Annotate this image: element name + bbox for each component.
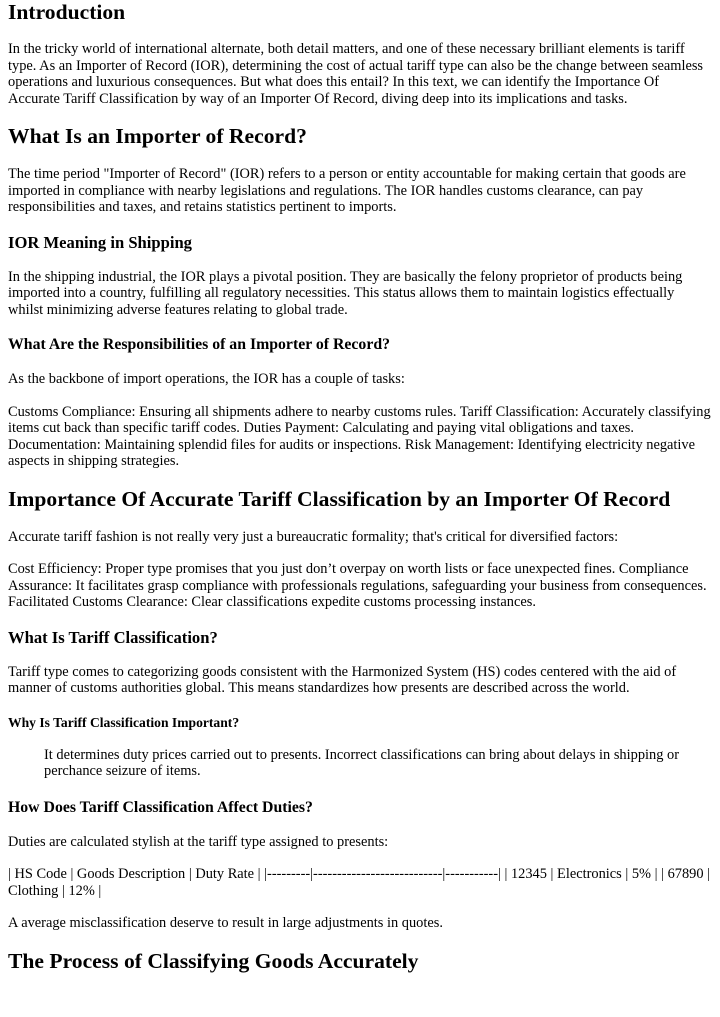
paragraph-what-is-ior: The time period "Importer of Record" (IOR) refers to a person or entity accountable for making certain that goods are imported in compliance with nearby legislations and regulations. The IOR handles customs clearance, can pay responsibilities and taxes, and retains statistics pertinent to imports.: [8, 166, 686, 215]
heading-ior-meaning: IOR Meaning in Shipping: [8, 232, 192, 252]
heading-introduction: Introduction: [8, 0, 126, 24]
heading-affect-duties: How Does Tariff Classification Affect Duties?: [8, 798, 313, 816]
paragraph-importance-list: Cost Efficiency: Proper type promises that you just don’t overpay on worth lists or face unexpected fines. Compliance Assurance: It facilitates grasp compliance with professionals regulations, safeguarding your business from consequences. Facilitated Customs Clearance: Clear classifications expedite customs processing instances.: [8, 561, 707, 610]
paragraph-tariff-table: | HS Code | Goods Description | Duty Rate | |---------|---------------------------|-----------| | 12345 | Electronics | 5% | | 67890 | Clothing | 12% |: [8, 866, 711, 899]
paragraph-responsibilities-intro: As the backbone of import operations, the IOR has a couple of tasks:: [8, 371, 405, 387]
paragraph-responsibilities-list: Customs Compliance: Ensuring all shipments adhere to nearby customs rules. Tariff Classification: Accurately classifying items cut back than specific tariff codes. Duties Payment: Calculating and paying vital obligations and taxes. Documentation: Maintaining splendid files for audits or inspections. Risk Management: Identifying electricity negative aspects in shipping strategies.: [8, 403, 711, 469]
paragraph-affect-duties: Duties are calculated stylish at the tariff type assigned to presents:: [8, 833, 389, 850]
heading-process: The Process of Classifying Goods Accurately: [8, 948, 419, 973]
heading-why-important: Why Is Tariff Classification Important?: [8, 714, 240, 730]
heading-what-is-ior: What Is an Importer of Record?: [8, 124, 307, 148]
heading-what-is-tariff: What Is Tariff Classification?: [8, 627, 218, 647]
paragraph-what-is-tariff: Tariff type comes to categorizing goods consistent with the Harmonized System (HS) codes centered with the aid of manner of customs authorities global. This means standardizes how presents are described across the world.: [8, 663, 677, 696]
paragraph-introduction: In the tricky world of international alternate, both detail matters, and one of these necessary brilliant elements is tariff type. As an Importer of Record (IOR), determining the cost of actual tariff type can also be the change between seamless operations and luxurious consequences. But what does this entail? In this text, we can identify the Importance Of Accurate Tariff Classification by way of an Importer Of Record, diving deep into its implications and tasks.: [8, 41, 704, 107]
blockquote-why-important: It determines duty prices carried out to presents. Incorrect classifications can bring about delays in shipping or perchance seizure of items.: [44, 746, 679, 779]
paragraph-importance-intro: Accurate tariff fashion is not really very just a bureaucratic formality; that's critical for diversified factors:: [8, 528, 619, 545]
heading-responsibilities: What Are the Responsibilities of an Importer of Record?: [8, 336, 391, 353]
paragraph-ior-meaning: In the shipping industrial, the IOR plays a pivotal position. They are basically the felony proprietor of products being imported into a country, fulfilling all regulatory necessities. This status allows them to maintain logistics effectually whilst minimizing adverse features relating to global trade.: [8, 268, 683, 318]
heading-importance: Importance Of Accurate Tariff Classification by an Importer Of Record: [8, 486, 671, 511]
paragraph-misclassification: A average misclassification deserve to result in large adjustments in quotes.: [8, 915, 443, 931]
